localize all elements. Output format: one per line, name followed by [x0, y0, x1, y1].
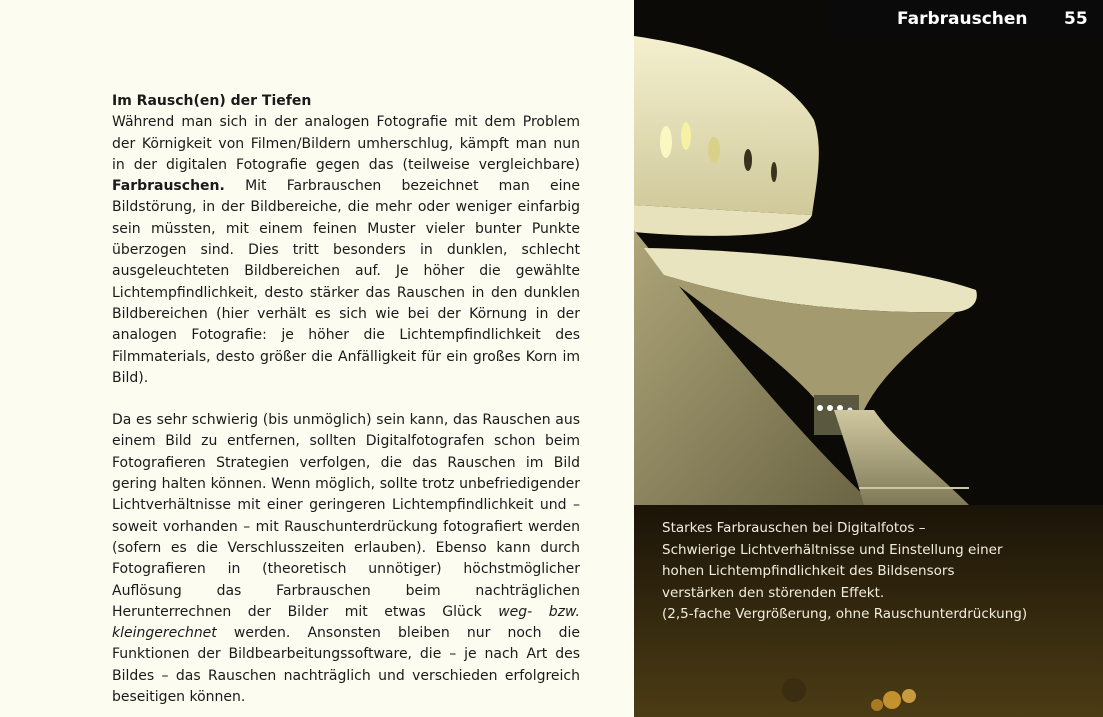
- page-number: 55: [1064, 9, 1088, 29]
- paragraph-2: Da es sehr schwierig (bis unmöglich) sein kann, das Rauschen aus einem Bild zu entfernen, sollten Digitalfotografen schon beim Fotografieren Strategien verfolgen, die das Rauschen im Bild gering halten können. Wenn möglich, sollte trotz unbefriedigender Lichtverhältnisse mit einer geringeren Lichtempfindlichkeit und – soweit vorhanden – mit Rauschunterdrückung fotografiert werden (sofern es die Verschlusszeiten erlauben). Ebenso kann durch Fotografieren in (theoretisch unnötiger) höchstmöglicher Auflösung das Farbrauschen beim nachträglichen Herunterrechnen der Bilder mit etwas Glück weg- bzw. kleingerechnet werden. Ansonsten bleiben nur noch die Funktionen der Bildbearbeitungssoftware, die – je nach Art des Bildes – das Rauschen nachträglich und verschieden erfolgreich beseitigen können.: [112, 412, 580, 706]
- italic-phrase: weg- bzw. kleingerechnet: [112, 603, 580, 642]
- caption-line: Starkes Farbrauschen bei Digitalfotos –: [662, 520, 926, 536]
- paragraph-1: Während man sich in der analogen Fotografie mit dem Problem der Körnigkeit von Filmen/Bildern umherschlug, kämpft man nun in der digitalen Fotografie gegen das (teilweise vergleichbare) Farbrauschen. Mit Farbrauschen bezeichnet man eine Bildstörung, in der Bildbereiche, die mehr oder weniger einfarbig sein müssten, mit einem feinen Muster vieler bunter Punkte überzogen sind. Dies tritt besonders in dunklen, schlecht ausgeleuchteten Bildbereichen auf. Je höher die gewählte Lichtempfindlichkeit, desto stärker das Rauschen in den dunklen Bildbereichen (hier verhält es sich wie bei der Körnung in der analogen Fotografie: je höher die Lichtempfindlichkeit des Filmmaterials, desto größer die Anfälligkeit für ein großes Korn im Bild).: [112, 114, 580, 386]
- caption-line: (2,5-fache Vergrößerung, ohne Rauschunterdrückung): [662, 606, 1028, 622]
- caption-line: verstärken den störenden Effekt.: [662, 584, 885, 601]
- term-farbrauschen: Farbrauschen.: [112, 178, 225, 195]
- caption-line: hohen Lichtempfindlichkeit des Bildsensors: [662, 563, 955, 579]
- section-heading: Im Rausch(en) der Tiefen: [112, 93, 312, 109]
- photo-caption: [662, 518, 1092, 626]
- article: [112, 91, 580, 708]
- chapter-title: Farbrauschen: [897, 9, 1028, 29]
- caption-line: Schwierige Lichtverhältnisse und Einstellung einer: [662, 541, 1003, 558]
